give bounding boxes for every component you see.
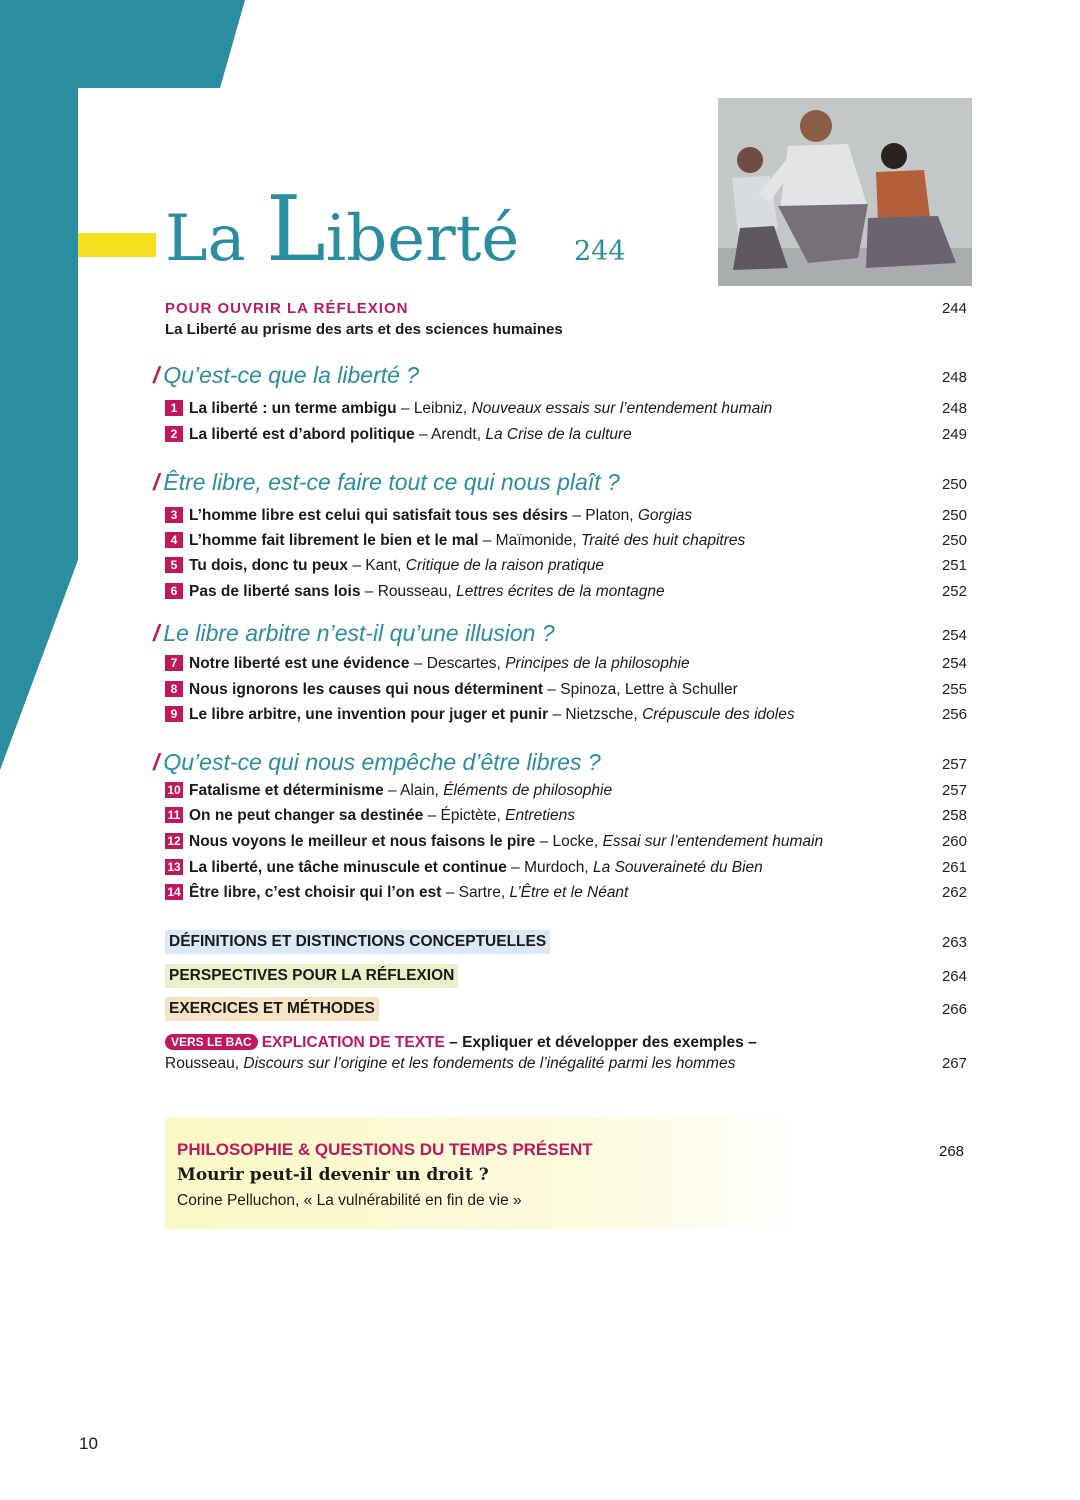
item-number: 7 <box>165 655 183 671</box>
page-number: 250 <box>941 507 967 524</box>
item-number: 4 <box>165 532 183 548</box>
page-number: 251 <box>941 557 967 574</box>
bac-badge: VERS LE BAC <box>165 1034 258 1050</box>
folio: 10 <box>79 1434 98 1453</box>
box-heading: PHILOSOPHIE & QUESTIONS DU TEMPS PRÉSENT <box>177 1140 593 1159</box>
toc-item[interactable]: 7 Notre liberté est une évidence – Descartes, Principes de la philosophie 254 <box>165 654 967 674</box>
definitions-entry[interactable]: DÉFINITIONS ET DISTINCTIONS CONCEPTUELLES 263 <box>165 930 967 954</box>
item-number: 1 <box>165 400 183 416</box>
bac-entry-source[interactable]: Rousseau, Discours sur l’origine et les fondements de l’inégalité parmi les hommes 267 <box>165 1055 967 1072</box>
perspectives-entry[interactable]: PERSPECTIVES POUR LA RÉFLEXION 264 <box>165 964 967 988</box>
section-title: Être libre, est-ce faire tout ce qui nous plaît ? <box>163 469 620 495</box>
toc-item[interactable]: 13 La liberté, une tâche minuscule et continue – Murdoch, La Souveraineté du Bien 261 <box>165 858 967 878</box>
box-title: Mourir peut-il devenir un droit ? <box>177 1165 489 1185</box>
page-number: 248 <box>941 369 967 386</box>
exercises-entry[interactable]: EXERCICES ET MÉTHODES 266 <box>165 997 967 1021</box>
yellow-accent-bar <box>78 233 156 257</box>
page-number: 257 <box>941 782 967 799</box>
page-number: 254 <box>941 655 967 672</box>
toc-item[interactable]: 1 La liberté : un terme ambigu – Leibniz, Nouveaux essais sur l’entendement humain 248 <box>165 399 967 419</box>
section-title: Qu’est-ce que la liberté ? <box>163 362 420 388</box>
toc-item[interactable]: 9 Le libre arbitre, une invention pour juger et punir – Nietzsche, Crépuscule des idoles 256 <box>165 705 967 725</box>
page-number: 254 <box>941 627 967 644</box>
section-title: Le libre arbitre n’est-il qu’une illusion ? <box>163 620 555 646</box>
section-title: Qu’est-ce qui nous empêche d’être libres ? <box>163 749 601 775</box>
item-number: 14 <box>165 884 183 900</box>
section-heading[interactable]: / Qu’est-ce que la liberté ? 248 <box>153 362 967 388</box>
bac-entry[interactable]: VERS LE BAC EXPLICATION DE TEXTE – Expliquer et développer des exemples – <box>165 1032 967 1053</box>
page-number: 250 <box>941 532 967 549</box>
box-author: Corine Pelluchon, « La vulnérabilité en fin de vie » <box>177 1192 522 1209</box>
toc-item[interactable]: 2 La liberté est d’abord politique – Arendt, La Crise de la culture 249 <box>165 425 967 445</box>
toc-item[interactable]: 5 Tu dois, donc tu peux – Kant, Critique de la raison pratique 251 <box>165 556 967 576</box>
item-number: 3 <box>165 507 183 523</box>
toc-item[interactable]: 11 On ne peut changer sa destinée – Épictète, Entretiens 258 <box>165 806 967 826</box>
page-number: 248 <box>941 400 967 417</box>
item-number: 5 <box>165 557 183 573</box>
page-number: 257 <box>941 756 967 773</box>
page-number: 252 <box>941 583 967 600</box>
page-number: 261 <box>941 859 967 876</box>
page-number: 249 <box>941 426 967 443</box>
page-number: 268 <box>939 1143 965 1160</box>
section-heading[interactable]: / Qu’est-ce qui nous empêche d’être libres ? 257 <box>153 749 967 775</box>
item-number: 11 <box>165 807 183 823</box>
page-number: 267 <box>941 1055 967 1072</box>
toc-item[interactable]: 8 Nous ignorons les causes qui nous déterminent – Spinoza, Lettre à Schuller 255 <box>165 680 967 700</box>
page-number: 264 <box>941 968 967 985</box>
item-number: 13 <box>165 859 183 875</box>
toc-item[interactable]: 14 Être libre, c’est choisir qui l’on est – Sartre, L’Être et le Néant 262 <box>165 883 967 903</box>
intro-entry[interactable] <box>165 300 967 338</box>
item-number: 9 <box>165 706 183 722</box>
page-number: 258 <box>941 807 967 824</box>
dancers-photo-icon <box>718 98 972 286</box>
item-number: 10 <box>165 782 183 798</box>
page-number: 256 <box>941 706 967 723</box>
toc-item[interactable]: 6 Pas de liberté sans lois – Rousseau, Lettres écrites de la montagne 252 <box>165 582 967 602</box>
toc-item[interactable]: 12 Nous voyons le meilleur et nous faisons le pire – Locke, Essai sur l’entendement humain 260 <box>165 832 967 852</box>
toc-item[interactable]: 3 L’homme libre est celui qui satisfait tous ses désirs – Platon, Gorgias 250 <box>165 506 967 526</box>
item-number: 8 <box>165 681 183 697</box>
section-heading[interactable]: / Être libre, est-ce faire tout ce qui nous plaît ? 250 <box>153 469 967 495</box>
item-number: 12 <box>165 833 183 849</box>
toc-item[interactable]: 10 Fatalisme et déterminisme – Alain, Éléments de philosophie 257 <box>165 781 967 801</box>
intro-subtitle: La Liberté au prisme des arts et des sciences humaines <box>165 321 563 338</box>
page-number: 263 <box>941 934 967 951</box>
page-title: La Liberté <box>165 177 520 282</box>
present-questions-box[interactable] <box>165 1117 805 1229</box>
page-number: 255 <box>941 681 967 698</box>
item-number: 6 <box>165 583 183 599</box>
page-number: 244 <box>941 300 967 317</box>
toc-item[interactable]: 4 L’homme fait librement le bien et le mal – Maïmonide, Traité des huit chapitres 250 <box>165 531 967 551</box>
page-number: 250 <box>941 476 967 493</box>
item-number: 2 <box>165 426 183 442</box>
page-number: 262 <box>941 884 967 901</box>
section-heading[interactable]: / Le libre arbitre n’est-il qu’une illusion ? 254 <box>153 620 967 646</box>
title-page-number: 244 <box>574 236 626 267</box>
page-number: 266 <box>941 1001 967 1018</box>
page-number: 260 <box>941 833 967 850</box>
intro-heading: POUR OUVRIR LA RÉFLEXION <box>165 300 409 317</box>
